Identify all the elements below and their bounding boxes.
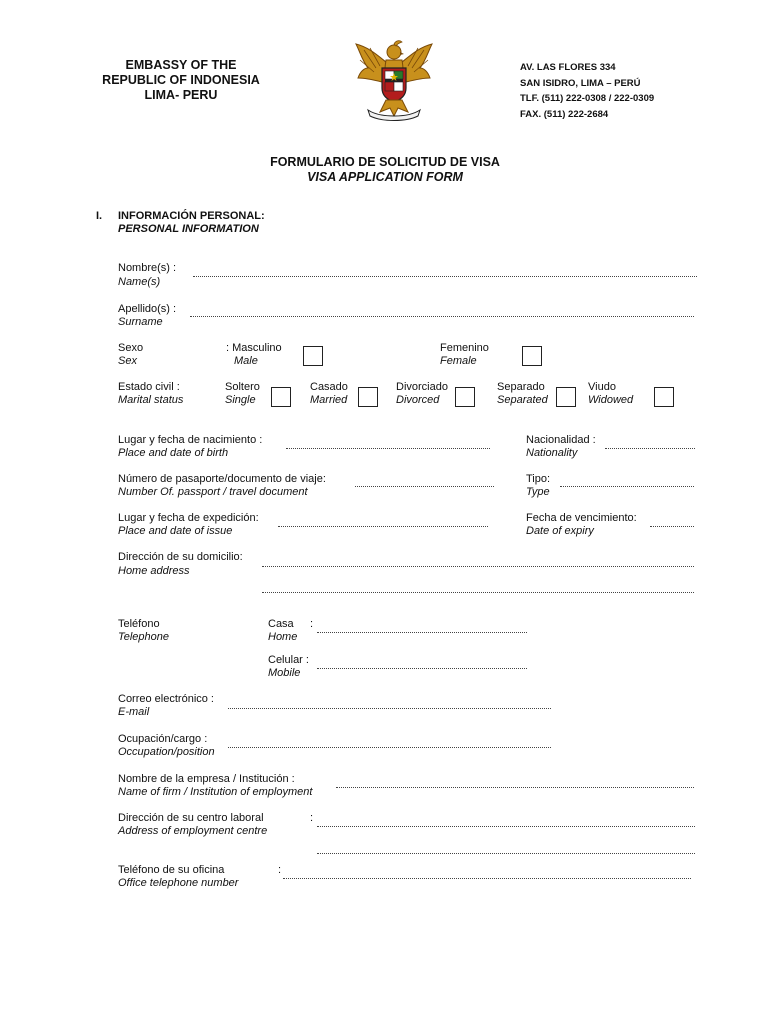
address-line-2: SAN ISIDRO, LIMA – PERÚ [520, 77, 641, 89]
address-label: Dirección de su domicilio: [118, 551, 243, 563]
separated-label-en: Separated [497, 394, 548, 406]
form-title-en: VISA APPLICATION FORM [307, 170, 463, 184]
address-field-line-2[interactable] [262, 592, 694, 593]
female-label: Femenino [440, 342, 489, 354]
office-phone-field[interactable] [283, 878, 691, 879]
type-field[interactable] [560, 486, 694, 487]
single-label: Soltero [225, 381, 260, 393]
female-label-en: Female [440, 355, 477, 367]
occupation-label: Ocupación/cargo : [118, 733, 208, 745]
address-line-1: AV. LAS FLORES 334 [520, 62, 616, 73]
phone-label-en: Telephone [118, 631, 169, 643]
embassy-line-2: REPUBLIC OF INDONESIA [102, 73, 260, 87]
firm-label: Nombre de la empresa / Institución : [118, 773, 295, 785]
married-label-en: Married [310, 394, 348, 406]
embassy-line-3: LIMA- PERU [144, 88, 218, 102]
embassy-line-1: EMBASSY OF THE [125, 58, 237, 72]
male-label: : Masculino [226, 342, 282, 354]
name-field[interactable] [193, 276, 697, 277]
passport-label: Número de pasaporte/documento de viaje: [118, 473, 326, 485]
name-label: Nombre(s) : [118, 262, 177, 274]
expiry-field[interactable] [650, 526, 694, 527]
mobile-field[interactable] [317, 668, 527, 669]
separated-checkbox[interactable] [556, 387, 576, 407]
firm-label-en: Name of firm / Institution of employment [118, 786, 313, 798]
widowed-checkbox[interactable] [654, 387, 674, 407]
birth-label: Lugar y fecha de nacimiento : [118, 434, 263, 446]
embassy-name [86, 58, 276, 103]
birth-field[interactable] [286, 448, 490, 449]
firm-field[interactable] [336, 787, 694, 788]
issue-field[interactable] [278, 526, 488, 527]
divorced-label-en: Divorced [396, 394, 440, 406]
type-label: Tipo: [526, 473, 551, 485]
birth-label-en: Place and date of birth [118, 447, 229, 459]
section-title-en: PERSONAL INFORMATION [118, 223, 259, 235]
passport-field[interactable] [355, 486, 494, 487]
expiry-label-en: Date of expiry [526, 525, 594, 537]
work-address-field-line-1[interactable] [317, 826, 695, 827]
email-field[interactable] [228, 708, 551, 709]
work-address-colon: : [310, 812, 314, 824]
work-address-label-en: Address of employment centre [118, 825, 268, 837]
office-phone-label: Teléfono de su oficina [118, 864, 225, 876]
separated-label: Separado [497, 381, 545, 393]
home-phone-label: Casa [268, 618, 294, 630]
work-address-label: Dirección de su centro laboral [118, 812, 264, 824]
section-title-es: INFORMACIÓN PERSONAL: [118, 210, 265, 222]
address-line-3: TLF. (511) 222-0308 / 222-0309 [520, 93, 655, 104]
female-checkbox[interactable] [522, 346, 542, 366]
section-number: I. [96, 210, 103, 222]
email-label: Correo electrónico : [118, 693, 214, 705]
office-phone-label-en: Office telephone number [118, 877, 239, 889]
marital-status-label-en: Marital status [118, 394, 184, 406]
occupation-label-en: Occupation/position [118, 746, 215, 758]
male-checkbox[interactable] [303, 346, 323, 366]
home-phone-field[interactable] [317, 632, 527, 633]
sex-label-en: Sex [118, 355, 137, 367]
mobile-label-en: Mobile [268, 667, 301, 679]
home-phone-label-en: Home [268, 631, 298, 643]
single-label-en: Single [225, 394, 256, 406]
mobile-label: Celular : [268, 654, 309, 666]
single-checkbox[interactable] [271, 387, 291, 407]
widowed-label-en: Widowed [588, 394, 634, 406]
expiry-label: Fecha de vencimiento: [526, 512, 637, 524]
embassy-address [520, 60, 654, 122]
address-field-line-1[interactable] [262, 566, 694, 567]
surname-label-en: Surname [118, 316, 163, 328]
divorced-label: Divorciado [396, 381, 448, 393]
home-phone-colon: : [310, 618, 314, 630]
address-line-4: FAX. (511) 222-2684 [520, 108, 609, 120]
issue-label: Lugar y fecha de expedición: [118, 512, 259, 524]
occupation-field[interactable] [228, 747, 551, 748]
sex-label: Sexo [118, 342, 144, 354]
form-title-es: FORMULARIO DE SOLICITUD DE VISA [270, 155, 500, 169]
phone-label: Teléfono [118, 618, 160, 630]
nationality-label-en: Nationality [526, 447, 578, 459]
passport-label-en: Number Of. passport / travel document [118, 486, 308, 498]
nationality-label: Nacionalidad : [526, 434, 596, 446]
male-label-en: Male [234, 355, 258, 367]
issue-label-en: Place and date of issue [118, 525, 233, 537]
widowed-label: Viudo [588, 381, 616, 393]
garuda-emblem-icon [346, 38, 442, 122]
marital-status-label: Estado civil : [118, 381, 180, 393]
address-label-en: Home address [118, 565, 190, 577]
married-checkbox[interactable] [358, 387, 378, 407]
work-address-field-line-2[interactable] [317, 853, 695, 854]
email-label-en: E-mail [118, 706, 150, 718]
surname-field[interactable] [190, 316, 694, 317]
divorced-checkbox[interactable] [455, 387, 475, 407]
type-label-en: Type [526, 486, 550, 498]
nationality-field[interactable] [605, 448, 695, 449]
surname-label: Apellido(s) : [118, 303, 177, 315]
name-label-en: Name(s) [118, 276, 161, 288]
office-phone-colon: : [278, 864, 282, 876]
married-label: Casado [310, 381, 348, 393]
